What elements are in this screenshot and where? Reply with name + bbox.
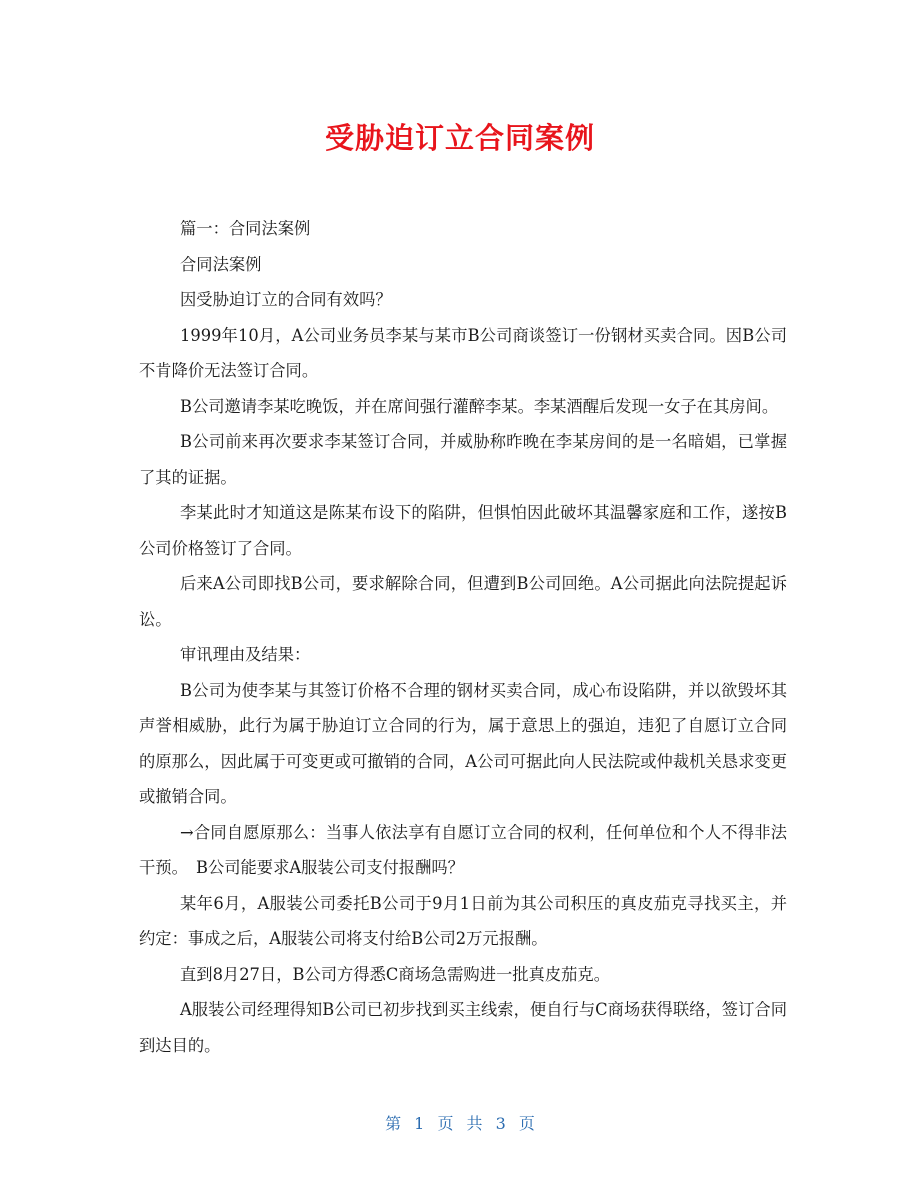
subheading: 合同法案例 bbox=[180, 254, 262, 274]
page-title: 受胁迫订立合同案例 bbox=[324, 121, 595, 155]
paragraph: 李某此时才知道这是陈某布设下的陷阱，但惧怕因此破坏其温馨家庭和工作，遂按B公司价格签订了合同。 bbox=[139, 503, 787, 558]
case-question: 因受胁迫订立的合同有效吗？ bbox=[180, 290, 392, 309]
paragraph: A服装公司经理得知B公司已初步找到买主线索，便自行与C商场获得联络，签订合同到达目的。 bbox=[139, 1000, 787, 1055]
section-heading: 篇一：合同法案例 bbox=[180, 219, 311, 238]
paragraph: 1999年10月，A公司业务员李某与某市B公司商谈签订一份钢材买卖合同。因B公司不肯降价无法签订合同。 bbox=[139, 325, 787, 380]
document-body bbox=[139, 211, 787, 1063]
paragraph: 直到8月27日，B公司方得悉C商场急需购进一批真皮茄克。 bbox=[180, 964, 610, 984]
paragraph: B公司邀请李某吃晚饭，并在席间强行灌醉李某。李某酒醒后发现一女子在其房间。 bbox=[180, 396, 779, 416]
page-number: 第 1 页 共 3 页 bbox=[385, 1114, 535, 1133]
judgment-heading: 审讯理由及结果： bbox=[180, 645, 311, 664]
paragraph: 后来A公司即找B公司，要求解除合同，但遭到B公司回绝。A公司据此向法院提起诉讼。 bbox=[139, 574, 787, 629]
paragraph: →合同自愿原那么：当事人依法享有自愿订立合同的权利，任何单位和个人不得非法干预。 B公司能要求A服装公司支付报酬吗？ bbox=[139, 822, 787, 877]
paragraph: B公司为使李某与其签订价格不合理的钢材买卖合同，成心布设陷阱，并以欲毁坏其声誉相威胁，此行为属于胁迫订立合同的行为，属于意思上的强迫，违犯了自愿订立合同的原那么，因此属于可变更或可撤销的合同，A公司可据此向人民法院或仲裁机关恳求变更或撤销合同。 bbox=[139, 680, 787, 806]
paragraph: B公司前来再次要求李某签订合同，并威胁称昨晚在李某房间的是一名暗娼，已掌握了其的证据。 bbox=[139, 432, 787, 487]
paragraph: 某年6月，A服装公司委托B公司于9月1日前为其公司积压的真皮茄克寻找买主，并约定：事成之后，A服装公司将支付给B公司2万元报酬。 bbox=[139, 893, 787, 948]
